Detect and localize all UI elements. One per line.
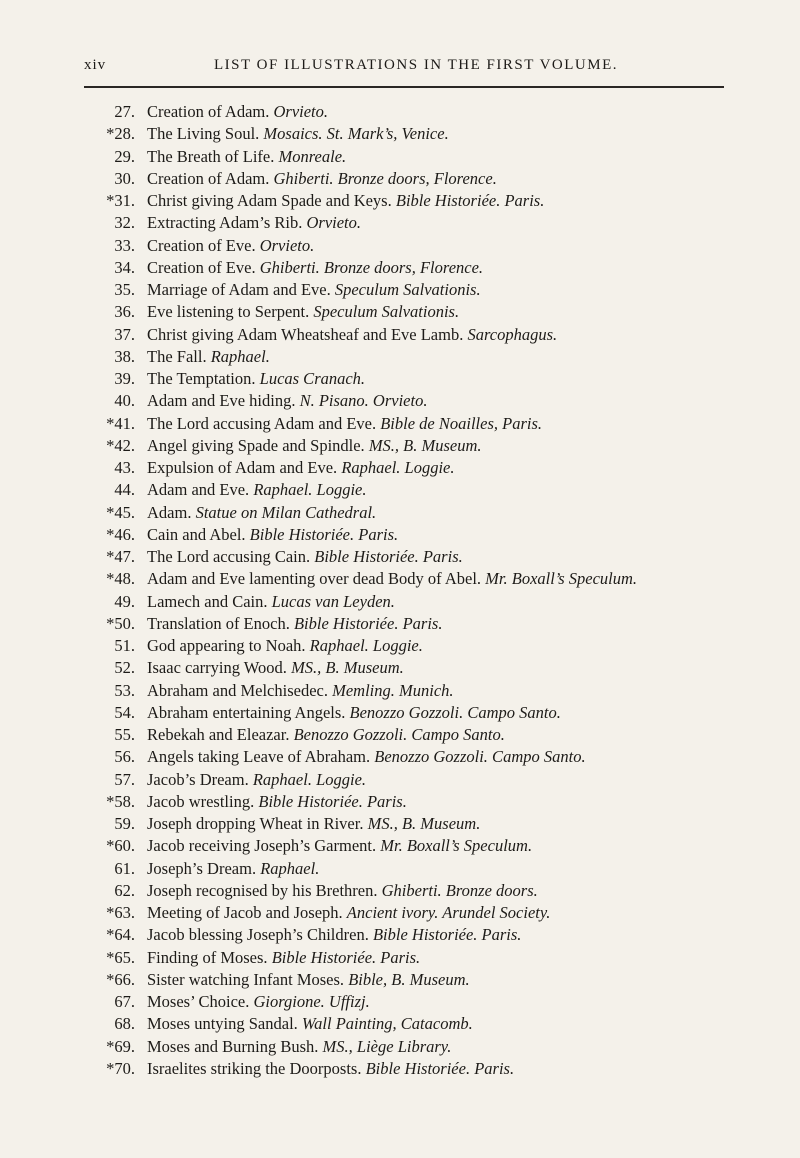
entry-number: *65. (106, 947, 135, 967)
list-item (100, 880, 800, 902)
entry-source: Benozzo Gozzoli. Campo Santo. (293, 725, 505, 744)
list-item (100, 657, 800, 679)
list-item (100, 680, 800, 702)
entry-source: Bible Historiée. Paris. (293, 613, 443, 633)
list-item (100, 613, 800, 635)
entry-number: *41. (106, 413, 135, 433)
entry-text (147, 301, 459, 323)
entry-source: Orvieto. (306, 213, 362, 233)
entry-text (147, 168, 497, 190)
entry-title: Finding of Moses. (147, 947, 268, 967)
entry-number: 37. (114, 324, 135, 344)
entry-number: 33. (114, 235, 135, 255)
entry-text (147, 435, 482, 457)
entry-source: Bible Historiée. Paris. (372, 925, 522, 945)
entry-number: *64. (106, 925, 135, 945)
list-item (100, 635, 800, 657)
entry-text (147, 235, 314, 257)
entry-source: Bible Historiée. Paris. (258, 791, 407, 811)
entry-text (147, 502, 376, 524)
entry-number: 61. (114, 858, 135, 878)
list-item (100, 368, 800, 390)
list-item (100, 858, 800, 880)
entry-source: Raphael. Loggie. (253, 480, 367, 500)
list-item (100, 346, 800, 368)
entry-text (147, 257, 483, 279)
list-item (100, 101, 800, 123)
illustration-list (100, 101, 800, 1080)
entry-number: 39. (114, 369, 135, 388)
entry-title: The Temptation. (147, 369, 256, 388)
entry-number: *47. (106, 547, 135, 566)
entry-text (147, 101, 328, 123)
entry-title: Expulsion of Adam and Eve. (147, 458, 338, 477)
entry-text (147, 813, 480, 835)
entry-number: 34. (114, 257, 135, 277)
entry-number: *58. (106, 791, 135, 811)
entry-source: Ghiberti. Bronze doors, Florence. (259, 257, 484, 277)
entry-number: 68. (114, 1014, 135, 1034)
entry-source: Mosaics. St. Mark’s, Venice. (263, 124, 449, 144)
entry-number: 32. (114, 213, 135, 233)
entry-source: Mr. Boxall’s Speculum. (380, 836, 533, 856)
entry-source: Raphael. (210, 346, 270, 366)
list-item (100, 235, 800, 257)
entry-number: 36. (114, 302, 135, 322)
list-item (100, 813, 800, 835)
list-item (100, 390, 800, 412)
entry-title: Adam and Eve hiding. (147, 391, 296, 411)
entry-text (147, 479, 367, 501)
entry-source: Bible Historiée. Paris. (365, 1058, 515, 1078)
entry-number: 43. (114, 458, 135, 477)
entry-title: Creation of Eve. (147, 235, 256, 255)
entry-source: MS., Liège Library. (322, 1036, 452, 1056)
entry-number: 44. (114, 480, 135, 500)
list-item (100, 168, 800, 190)
entry-title: Christ giving Adam Wheatsheaf and Eve Lamb. (147, 324, 464, 344)
entry-title: Translation of Enoch. (147, 613, 290, 633)
entry-source: Bible, B. Museum. (348, 969, 470, 989)
entry-title: Christ giving Adam Spade and Keys. (147, 191, 392, 210)
list-item (100, 435, 800, 457)
list-item (100, 123, 800, 145)
entry-title: Angels taking Leave of Abraham. (147, 747, 371, 767)
entry-text (147, 969, 470, 991)
entry-source: MS., B. Museum. (367, 814, 481, 833)
entry-number: 35. (114, 280, 135, 299)
entry-number: *60. (106, 836, 135, 856)
entry-source: Orvieto. (273, 102, 329, 121)
list-item (100, 546, 800, 568)
list-item (100, 301, 800, 323)
entry-source: Bible Historiée. Paris. (395, 191, 545, 210)
entry-source: Mr. Boxall’s Speculum. (485, 569, 638, 589)
list-item (100, 835, 800, 857)
entry-number: *70. (106, 1058, 135, 1078)
entry-text (147, 123, 449, 145)
entry-number: *63. (106, 903, 135, 922)
list-item (100, 568, 800, 590)
entry-title: Moses untying Sandal. (147, 1014, 298, 1034)
list-item (100, 324, 800, 346)
list-item (100, 991, 800, 1013)
entry-source: Speculum Salvationis. (334, 280, 481, 299)
entry-source: Memling. Munich. (332, 680, 454, 700)
entry-title: Isaac carrying Wood. (147, 658, 287, 678)
entry-text (147, 613, 442, 635)
entry-source: Bible Historiée. Paris. (314, 547, 463, 566)
list-item (100, 457, 800, 479)
entry-source: N. Pisano. Orvieto. (299, 391, 428, 411)
entry-text (147, 880, 538, 902)
entry-source: Sarcophagus. (467, 324, 558, 344)
entry-source: MS., B. Museum. (368, 435, 482, 455)
entry-text (147, 390, 427, 412)
entry-title: God appearing to Noah. (147, 636, 306, 655)
entry-number: 52. (114, 658, 135, 678)
entry-source: Ghiberti. Bronze doors. (381, 880, 538, 900)
list-item (100, 769, 800, 791)
entry-text (147, 457, 455, 479)
list-item (100, 212, 800, 234)
entry-source: Raphael. (260, 858, 320, 878)
entry-title: The Fall. (147, 346, 207, 366)
entry-number: 38. (114, 346, 135, 366)
entry-title: Adam and Eve. (147, 480, 250, 500)
entry-text (147, 1036, 451, 1058)
entry-number: 54. (114, 702, 135, 722)
list-item (100, 947, 800, 969)
entry-title: Marriage of Adam and Eve. (147, 280, 331, 299)
entry-title: Moses’ Choice. (147, 992, 250, 1011)
list-item (100, 969, 800, 991)
entry-text (147, 524, 398, 546)
entry-source: Wall Painting, Catacomb. (301, 1014, 473, 1034)
entry-text (147, 791, 407, 813)
entry-text (147, 324, 557, 346)
entry-text (147, 1058, 514, 1080)
list-item (100, 146, 800, 168)
entry-text (147, 591, 395, 613)
entry-number: *46. (106, 524, 135, 544)
entry-source: Benozzo Gozzoli. Campo Santo. (349, 702, 561, 722)
entry-text (147, 146, 346, 168)
entry-title: Creation of Adam. (147, 168, 270, 188)
entry-text (147, 769, 366, 791)
entry-text (147, 835, 532, 857)
entry-text (147, 546, 463, 568)
list-item (100, 902, 800, 924)
entry-text (147, 368, 365, 390)
entry-source: Bible Historiée. Paris. (249, 524, 399, 544)
entry-number: 53. (114, 680, 135, 700)
entry-title: Joseph recognised by his Brethren. (147, 880, 378, 900)
entry-title: Joseph dropping Wheat in River. (147, 814, 364, 833)
entry-title: Meeting of Jacob and Joseph. (147, 903, 343, 922)
entry-text (147, 724, 505, 746)
entry-number: 57. (114, 769, 135, 789)
entry-text (147, 657, 404, 679)
entry-title: Adam. (147, 502, 192, 522)
entry-title: Jacob receiving Joseph’s Garment. (147, 836, 377, 856)
entry-text (147, 279, 481, 301)
list-item (100, 479, 800, 501)
entry-text (147, 858, 319, 880)
entry-text (147, 702, 561, 724)
entry-source: Ancient ivory. Arundel Society. (346, 903, 551, 922)
entry-source: Orvieto. (259, 235, 315, 255)
entry-source: Bible Historiée. Paris. (271, 947, 421, 967)
entry-title: The Lord accusing Adam and Eve. (147, 413, 377, 433)
entry-title: Angel giving Spade and Spindle. (147, 435, 365, 455)
entry-title: Abraham and Melchisedec. (147, 680, 328, 700)
entry-title: Extracting Adam’s Rib. (147, 213, 303, 233)
list-item (100, 524, 800, 546)
entry-source: Raphael. Loggie. (252, 769, 367, 789)
entry-number: *45. (106, 502, 135, 522)
header-rule (84, 86, 724, 88)
entry-title: Adam and Eve lamenting over dead Body of Abel. (147, 569, 482, 589)
entry-text (147, 568, 637, 590)
entry-text (147, 991, 370, 1013)
entry-number: 30. (114, 168, 135, 188)
entry-number: 56. (114, 747, 135, 767)
entry-title: Jacob wrestling. (147, 791, 255, 811)
entry-number: *31. (106, 191, 135, 210)
entry-number: *28. (106, 124, 135, 144)
entry-title: Lamech and Cain. (147, 591, 268, 611)
entry-source: Monreale. (278, 146, 347, 166)
entry-text (147, 902, 550, 924)
entry-text (147, 1013, 473, 1035)
entry-title: Abraham entertaining Angels. (147, 702, 346, 722)
list-item (100, 702, 800, 724)
page-number: xiv (84, 57, 107, 73)
entry-text (147, 947, 420, 969)
entry-number: 27. (114, 102, 135, 121)
entry-text (147, 924, 521, 946)
entry-title: Cain and Abel. (147, 524, 246, 544)
list-item (100, 1058, 800, 1080)
entry-text (147, 212, 361, 234)
entry-number: *66. (106, 969, 135, 989)
list-item (100, 190, 800, 212)
entry-source: Speculum Salvationis. (313, 302, 460, 322)
running-title: LIST OF ILLUSTRATIONS IN THE FIRST VOLUME. (214, 57, 618, 73)
entry-source: Raphael. Loggie. (309, 636, 423, 655)
entry-number: *50. (106, 613, 135, 633)
entry-number: 29. (114, 146, 135, 166)
entry-title: Creation of Eve. (147, 257, 256, 277)
entry-number: 55. (114, 725, 135, 744)
entry-number: 51. (114, 636, 135, 655)
list-item (100, 279, 800, 301)
entry-number: 67. (114, 992, 135, 1011)
entry-title: Israelites striking the Doorposts. (147, 1058, 362, 1078)
list-item (100, 413, 800, 435)
list-item (100, 791, 800, 813)
list-item (100, 746, 800, 768)
entry-source: Benozzo Gozzoli. Campo Santo. (374, 747, 586, 767)
entry-text (147, 346, 270, 368)
entry-number: 62. (114, 880, 135, 900)
entry-number: *69. (106, 1036, 135, 1056)
entry-number: 40. (114, 391, 135, 411)
entry-title: The Breath of Life. (147, 146, 275, 166)
entry-title: Rebekah and Eleazar. (147, 725, 290, 744)
entry-text (147, 413, 542, 435)
entry-number: *42. (106, 435, 135, 455)
entry-title: Jacob’s Dream. (147, 769, 249, 789)
entry-number: *48. (106, 569, 135, 589)
entry-source: Bible de Noailles, Paris. (380, 413, 542, 433)
list-item (100, 591, 800, 613)
list-item (100, 257, 800, 279)
entry-source: Lucas Cranach. (259, 369, 366, 388)
entry-text (147, 680, 454, 702)
entry-title: The Lord accusing Cain. (147, 547, 311, 566)
entry-source: Ghiberti. Bronze doors, Florence. (273, 168, 497, 188)
entry-source: MS., B. Museum. (291, 658, 404, 678)
entry-title: Joseph’s Dream. (147, 858, 257, 878)
entry-title: The Living Soul. (147, 124, 260, 144)
list-item (100, 924, 800, 946)
list-item (100, 502, 800, 524)
entry-text (147, 635, 423, 657)
entry-title: Moses and Burning Bush. (147, 1036, 319, 1056)
entry-text (147, 746, 586, 768)
entry-title: Jacob blessing Joseph’s Children. (147, 925, 369, 945)
page-header (84, 57, 724, 81)
entry-source: Statue on Milan Cathedral. (195, 502, 377, 522)
entry-source: Lucas van Leyden. (271, 591, 395, 611)
entry-source: Raphael. Loggie. (341, 458, 455, 477)
list-item (100, 1013, 800, 1035)
entry-number: 59. (114, 814, 135, 833)
entry-title: Eve listening to Serpent. (147, 302, 310, 322)
entry-title: Sister watching Infant Moses. (147, 969, 345, 989)
entry-source: Giorgione. Uffizj. (253, 992, 370, 1011)
entry-text (147, 190, 544, 212)
entry-number: 49. (114, 591, 135, 611)
list-item (100, 724, 800, 746)
entry-title: Creation of Adam. (147, 102, 270, 121)
list-item (100, 1036, 800, 1058)
